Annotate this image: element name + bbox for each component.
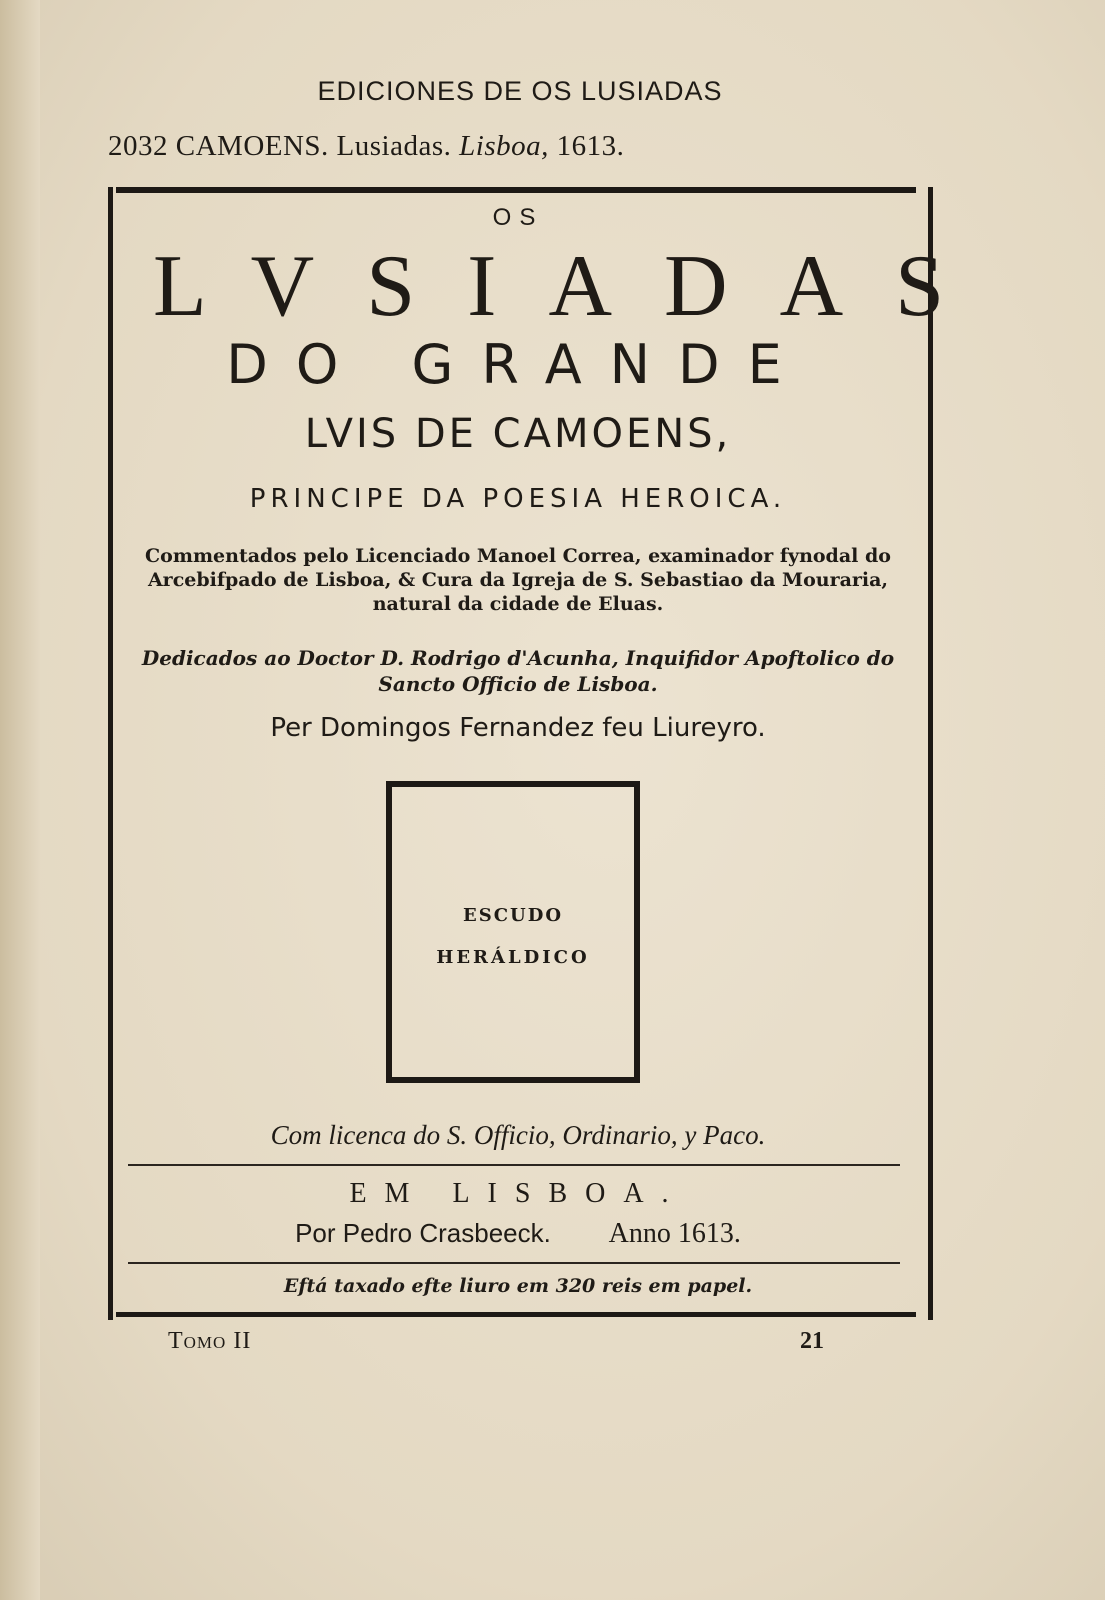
shield-label-escudo: ESCUDO bbox=[462, 905, 564, 926]
rule-divider bbox=[128, 1262, 900, 1264]
imprint-place: EM LISBOA. bbox=[349, 1178, 687, 1209]
top-rule bbox=[116, 187, 916, 193]
page-number: 21 bbox=[800, 1328, 824, 1354]
entry-place: Lisboa, bbox=[459, 130, 549, 162]
dedication-text: Dedicados ao Doctor D. Rodrigo d'Acunha, Inquifidor Apoftolico do Sancto Officio de Lisboa. bbox=[141, 646, 895, 696]
imprint-printer bbox=[113, 1218, 923, 1250]
entry-text: CAMOENS. Lusiadas. bbox=[175, 130, 452, 162]
bottom-rule bbox=[116, 1312, 916, 1317]
title-os: OS bbox=[492, 204, 544, 231]
running-head: EDICIONES DE OS LUSIADAS bbox=[317, 76, 723, 106]
entry-year: 1613. bbox=[556, 130, 625, 162]
rule-divider bbox=[128, 1164, 900, 1166]
imprint-year: Anno 1613. bbox=[608, 1218, 741, 1249]
book-gutter bbox=[0, 0, 40, 1600]
volume-label: Tomo II bbox=[168, 1328, 252, 1354]
title-do-grande: DO GRANDE bbox=[226, 333, 810, 396]
entry-number: 2032 bbox=[108, 130, 168, 162]
publisher-line: Per Domingos Fernandez feu Liureyro. bbox=[270, 713, 766, 743]
heraldic-shield-frame bbox=[386, 781, 640, 1083]
catalog-entry bbox=[108, 130, 624, 163]
title-author: LVIS DE CAMOENS, bbox=[304, 411, 732, 457]
shield-label-heraldico: HERÁLDICO bbox=[436, 947, 590, 968]
commentary-text: Commentados pelo Licenciado Manoel Correa, examinador fynodal do Arcebifpado de Lisboa, & Cura da Igreja de S. Sebastiao da Mouraria, natural da cidade de Eluas. bbox=[145, 545, 891, 615]
title-principe: PRINCIPE DA POESIA HEROICA. bbox=[249, 484, 787, 514]
title-lvsiadas: LVSIADAS bbox=[153, 238, 997, 335]
license-line: Com licenca do S. Officio, Ordinario, y Paco. bbox=[270, 1120, 766, 1150]
tax-line: Eftá taxado efte liuro em 320 reis em papel. bbox=[283, 1275, 753, 1297]
printer-name: Por Pedro Crasbeeck. bbox=[295, 1218, 551, 1248]
